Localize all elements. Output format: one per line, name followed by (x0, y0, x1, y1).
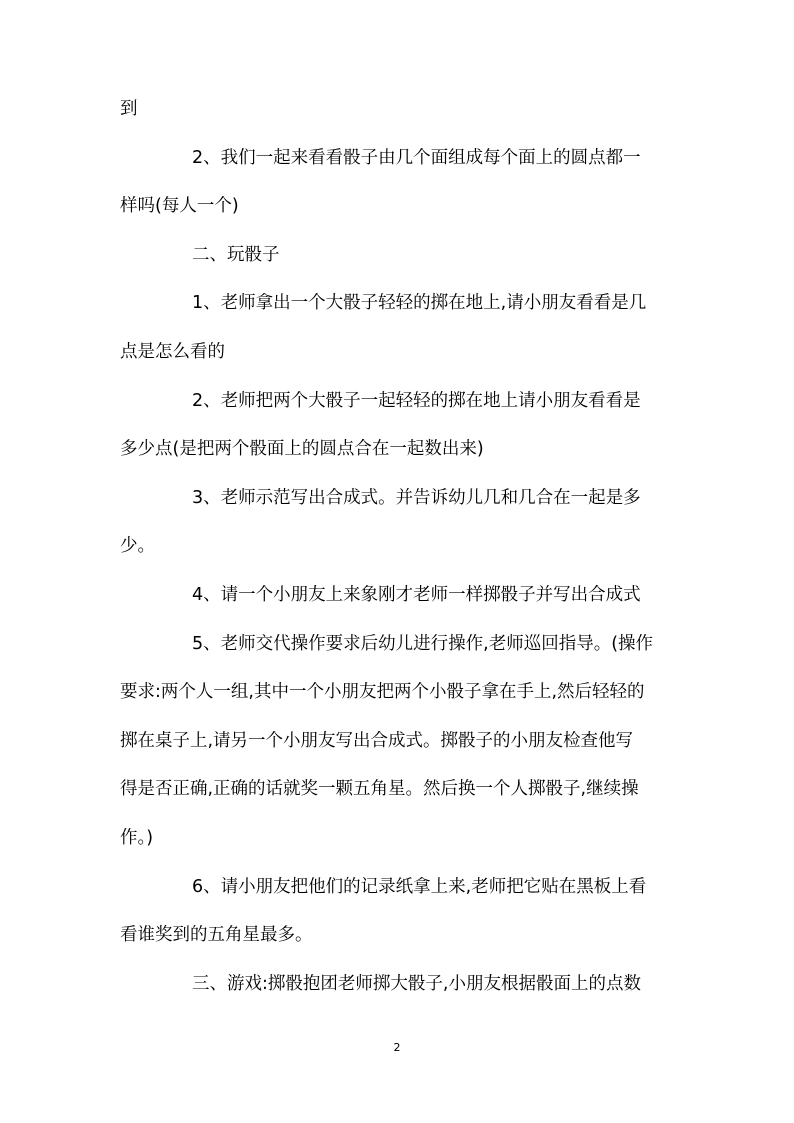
paragraph-line: 5、老师交代操作要求后幼儿进行操作,老师巡回指导。(操作 (192, 633, 654, 654)
paragraph-line: 3、老师示范写出合成式。并告诉幼儿几和几合在一起是多 (192, 487, 641, 508)
paragraph-line: 样吗(每人一个) (120, 196, 239, 217)
paragraph-line: 看谁奖到的五角星最多。 (120, 925, 313, 946)
section-heading: 二、玩骰子 (192, 244, 280, 265)
paragraph-line: 4、请一个小朋友上来象刚才老师一样掷骰子并写出合成式 (192, 584, 641, 605)
paragraph-line: 作。) (120, 827, 154, 848)
paragraph-line: 少。 (120, 536, 155, 557)
paragraph-line: 6、请小朋友把他们的记录纸拿上来,老师把它贴在黑板上看 (192, 876, 647, 897)
paragraph-line: 掷在桌子上,请另一个小朋友写出合成式。掷骰子的小朋友检查他写 (120, 730, 634, 751)
paragraph-line: 点是怎么看的 (120, 341, 225, 362)
paragraph-line: 得是否正确,正确的话就奖一颗五角星。然后换一个人掷骰子,继续操 (120, 779, 639, 800)
paragraph-line: 2、我们一起来看看骰子由几个面组成每个面上的圆点都一 (192, 147, 641, 168)
paragraph-line: 要求:两个人一组,其中一个小朋友把两个小骰子拿在手上,然后轻轻的 (120, 682, 645, 703)
page-number: 2 (393, 1041, 401, 1054)
paragraph-line: 多少点(是把两个骰面上的圆点合在一起数出来) (120, 439, 484, 460)
paragraph-line: 到 (120, 99, 138, 119)
paragraph-line: 1、老师拿出一个大骰子轻轻的掷在地上,请小朋友看看是几 (192, 293, 647, 314)
paragraph-line: 2、老师把两个大骰子一起轻轻的掷在地上请小朋友看看是 (192, 390, 641, 411)
document-body (120, 92, 676, 1015)
section-heading: 三、游戏:掷骰抱团老师掷大骰子,小朋友根据骰面上的点数 (192, 973, 641, 994)
